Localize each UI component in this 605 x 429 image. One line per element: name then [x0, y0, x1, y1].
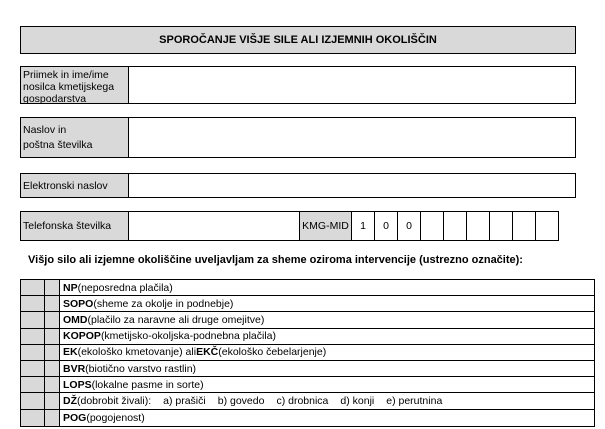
scheme-desc: (dobrobit živali): [77, 394, 152, 407]
scheme-row-pog [21, 410, 594, 426]
scheme-code: DŽ [63, 394, 77, 407]
email-label-text: Elektronski naslov [23, 179, 108, 192]
kmg-digit-cell[interactable] [444, 212, 467, 240]
scheme-checkbox-kopop-inner[interactable] [45, 329, 60, 344]
scheme-checkbox-sopo[interactable] [21, 296, 45, 311]
address-field-label [21, 118, 129, 157]
scheme-desc: (sheme za okolje in podnebje) [93, 297, 234, 310]
scheme-code: NP [63, 281, 78, 294]
scheme-checkbox-dz[interactable] [21, 393, 45, 408]
kmg-digit-cell[interactable]: 0 [398, 212, 421, 240]
address-field-row [20, 117, 576, 158]
scheme-checkbox-lops[interactable] [21, 377, 45, 392]
scheme-label-pog [60, 410, 145, 426]
kmg-digit-cell[interactable] [536, 212, 558, 240]
address-label-line-1: Naslov in [23, 124, 67, 136]
dz-option-horses[interactable]: d) konji [340, 394, 375, 407]
scheme-code: POG [63, 411, 87, 424]
scheme-desc: (pogojenost) [86, 411, 145, 424]
address-field-input[interactable] [129, 118, 575, 157]
name-label-line-2: nosilca kmetijskega [23, 81, 115, 93]
dz-option-cattle[interactable]: b) govedo [217, 394, 265, 407]
scheme-desc: (ekološko kmetovanje) ali [77, 346, 197, 359]
kmg-digit-cell[interactable] [467, 212, 490, 240]
scheme-checkbox-dz-inner[interactable] [45, 393, 60, 408]
scheme-row-bvr [21, 361, 594, 377]
name-field-input[interactable] [129, 67, 575, 103]
scheme-code: LOPS [63, 378, 92, 391]
scheme-label-ek [60, 345, 326, 360]
scheme-label-dz [60, 393, 442, 408]
scheme-row-lops [21, 377, 594, 393]
scheme-label-kopop [60, 329, 276, 344]
scheme-checkbox-np[interactable] [21, 280, 45, 295]
email-field-label [21, 174, 129, 197]
scheme-desc-secondary: (ekološko čebelarjenje) [218, 346, 327, 359]
scheme-checkbox-pog-inner[interactable] [45, 410, 60, 426]
scheme-label-bvr [60, 361, 196, 376]
scheme-code: EK [63, 346, 78, 359]
name-label-line-1: Priimek in ime/ime [23, 69, 109, 81]
kmg-digit-cell[interactable]: 1 [352, 212, 375, 240]
scheme-checkbox-omd-inner[interactable] [45, 312, 60, 327]
phone-field-row [20, 211, 559, 241]
email-field-row [20, 173, 576, 198]
scheme-label-lops [60, 377, 204, 392]
scheme-desc: (neposredna plačila) [77, 281, 173, 294]
phone-label-text: Telefonska številka [23, 220, 112, 232]
scheme-desc: (lokalne pasme in sorte) [91, 378, 204, 391]
scheme-row-np [21, 280, 594, 296]
scheme-label-np [60, 280, 173, 295]
scheme-label-sopo [60, 296, 233, 311]
kmg-digit-cell[interactable] [421, 212, 444, 240]
scheme-row-kopop [21, 329, 594, 345]
scheme-checkbox-ek[interactable] [21, 345, 45, 360]
scheme-checkbox-omd[interactable] [21, 312, 45, 327]
name-field-row [20, 66, 576, 104]
kmg-digit-cell[interactable]: 0 [375, 212, 398, 240]
scheme-checkbox-np-inner[interactable] [45, 280, 60, 295]
kmg-mid-label [300, 212, 352, 240]
dz-option-pigs[interactable]: a) prašiči [163, 394, 206, 407]
scheme-code: SOPO [63, 297, 94, 310]
scheme-code: BVR [63, 362, 86, 375]
scheme-prompt: Višjo silo ali izjemne okoliščine uveljavljam za sheme oziroma intervencije (ustrezno označite): [28, 254, 523, 266]
scheme-code: OMD [63, 313, 88, 326]
kmg-mid-label-text: KMG-MID [302, 220, 349, 232]
scheme-desc: (kmetijsko-okoljska-podnebna plačila) [100, 330, 277, 343]
form-title [20, 26, 576, 54]
scheme-row-omd [21, 312, 594, 328]
scheme-label-omd [60, 312, 264, 327]
email-field-input[interactable] [129, 174, 575, 197]
scheme-table [20, 279, 595, 427]
scheme-row-dz [21, 393, 594, 409]
scheme-code: KOPOP [63, 330, 101, 343]
scheme-checkbox-sopo-inner[interactable] [45, 296, 60, 311]
dz-option-poultry[interactable]: e) perutnina [386, 394, 443, 407]
scheme-checkbox-pog[interactable] [21, 410, 45, 426]
scheme-checkbox-lops-inner[interactable] [45, 377, 60, 392]
dz-option-small-ruminants[interactable]: c) drobnica [276, 394, 329, 407]
scheme-desc: (biotično varstvo rastlin) [85, 362, 197, 375]
name-label-line-3: gospodarstva [23, 93, 87, 105]
form-title-text: SPOROČANJE VIŠJE SILE ALI IZJEMNIH OKOLIŠČIN [159, 34, 437, 46]
scheme-row-sopo [21, 296, 594, 312]
scheme-checkbox-bvr[interactable] [21, 361, 45, 376]
phone-field-input[interactable] [129, 212, 300, 240]
phone-field-label [21, 212, 129, 240]
scheme-desc: (plačilo za naravne ali druge omejitve) [87, 313, 265, 326]
scheme-checkbox-kopop[interactable] [21, 329, 45, 344]
name-field-label [21, 67, 129, 103]
scheme-code-secondary: EKČ [196, 346, 219, 359]
scheme-checkbox-ek-inner[interactable] [45, 345, 60, 360]
address-label-line-2: poštna številka [23, 139, 93, 151]
scheme-row-ek [21, 345, 594, 361]
kmg-digit-cell[interactable] [513, 212, 536, 240]
scheme-checkbox-bvr-inner[interactable] [45, 361, 60, 376]
kmg-digit-cell[interactable] [490, 212, 513, 240]
